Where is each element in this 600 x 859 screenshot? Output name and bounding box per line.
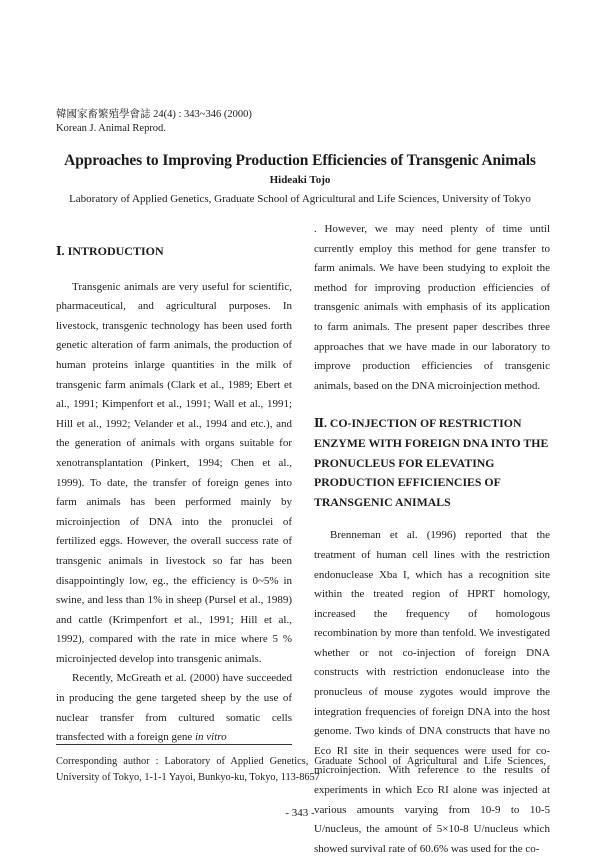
corresponding-author-footnote: Corresponding author : Laboratory of Applied Genetics, Graduate School of Agricultural and Life Sciences, University of Tokyo, 1-1-1 Yayoi, Bunkyo-ku, Tokyo, 113-8657 bbox=[56, 756, 546, 783]
section-1-heading: Ⅰ. INTRODUCTION bbox=[56, 244, 164, 258]
left-column bbox=[56, 238, 292, 748]
footnote-divider bbox=[56, 744, 292, 745]
section-2-heading: Ⅱ. CO-INJECTION OF RESTRICTION ENZYME WITH FOREIGN DNA INTO THE PRONUCLEUS FOR ELEVATING PRODUCTION EFFICIENCIES OF TRANSGENIC ANIMALS bbox=[314, 416, 549, 509]
section-1-paragraph-2-part-a: Recently, McGreath et al. (2000) have succeeded in producing the gene targeted sheep by the use of nuclear transfer from cultured somatic cells transfected with a foreign gene bbox=[56, 672, 292, 744]
section-1-paragraph-2-continued: . However, we may need plenty of time until currently employ this method for gene transfer to farm animals. We have been studying to exploit the method for improving production efficiencies of transgenic animals with emphasis of its application to farm animals. The present paper describes three approaches that we have made in our laboratory to improve production efficiencies of transgenic animals, based on the DNA microinjection method. bbox=[314, 223, 550, 392]
section-1-paragraph-2-emphasis: in vitro bbox=[194, 731, 227, 744]
journal-citation-line-2: Korean J. Animal Reprod. bbox=[56, 123, 166, 134]
author-affiliation: Laboratory of Applied Genetics, Graduate School of Agricultural and Life Sciences, University of Tokyo bbox=[69, 193, 531, 205]
section-1-paragraph-1: Transgenic animals are very useful for scientific, pharmaceutical, and agricultural purposes. In livestock, transgenic technology has been used forth genetic alteration of farm animals, the production of human proteins inlarge quantities in the milk of transgenic farm animals (Clark et al., 1989; Ebert et al., 1991; Kimpenfort et al., 1991; Wall et al., 1991; Hill et al., 1992; Velander et al., 1994 and etc.), and the generation of animals with organs suitable for xenotransplantation (Pinkert, 1994; Chen et al., 1999). To date, the transfer of foreign genes into farm animals has been performed mainly by microinjection of DNA into the pronuclei of fertilized eggs. However, the overall success rate of transgenic animals in livestock so far has been disappointingly low, eg., the efficiency is 0~5% in swine, and less than 1% in sheep (Pursel et al., 1989) and cattle (Krimpenfort et al., 1991; Hill et al., 1992), compared with the rate in mice where 5 % microinjected develop into transgenic animals. bbox=[56, 280, 292, 665]
paper-title: Approaches to Improving Production Efficiencies of Transgenic Animals bbox=[64, 152, 536, 169]
section-1-paragraph-2 bbox=[56, 669, 292, 747]
section-2-paragraph-1: Brenneman et al. (1996) reported that the treatment of human cell lines with the restriction endonuclease Xba I, which has a recognition site within the treated region of HPRT homology, increased the frequency of homologous recombination by more than tenfold. We investigated whether or not co-injection of foreign DNA constructs with restriction endonuclease into the pronucleus of mouse zygotes would improve the integration frequencies of foreign DNA into the host genome. Two kinds of DNA constructs that have no Eco RI site in their sequences were used for co-microinjection. With reference to the results of experiments in which Eco RI alone was injected at various amounts varying from 10-9 to 10-5 U/nucleus, the amount of 5×10-8 U/nucleus which showed survival rate of 60.6% was used for the co- bbox=[314, 529, 550, 855]
page-number: - 343 - bbox=[285, 807, 315, 819]
journal-citation bbox=[56, 108, 252, 136]
author-name: Hideaki Tojo bbox=[269, 174, 331, 186]
journal-citation-line-1: 韓國家畜繁殖學會誌 24(4) : 343~346 (2000) bbox=[56, 109, 252, 120]
